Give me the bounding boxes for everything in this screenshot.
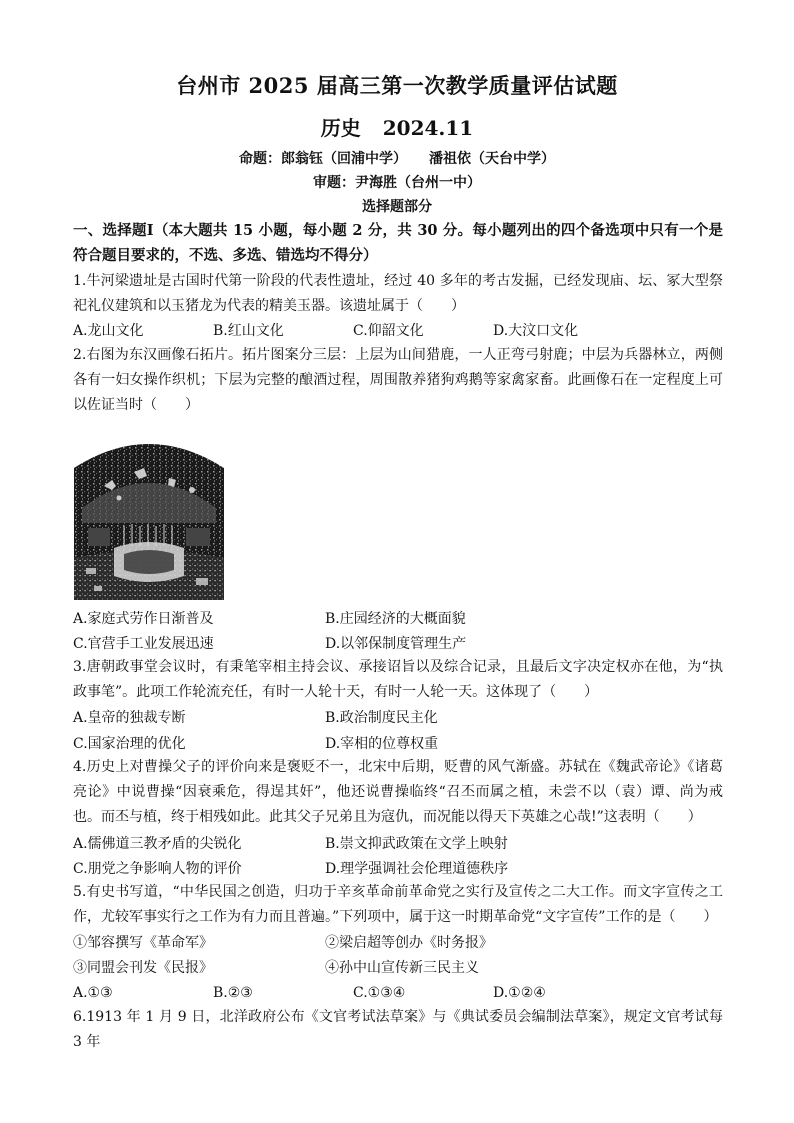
author-line: [0, 148, 794, 168]
q2-option-c[interactable]: C.官营手工业发展迅速: [73, 636, 214, 652]
q5-item-2: ②梁启超等创办《时务报》: [325, 935, 493, 951]
q3-option-c[interactable]: C.国家治理的优化: [73, 736, 186, 752]
q4-option-d[interactable]: D.理学强调社会伦理道德秩序: [325, 861, 509, 877]
q2-option-d[interactable]: D.以邻保制度管理生产: [325, 636, 467, 652]
q1-option-d[interactable]: D.大汶口文化: [493, 323, 579, 339]
q4-option-b[interactable]: B.崇文抑武政策在文学上映射: [325, 836, 508, 852]
q3-option-b[interactable]: B.政治制度民主化: [325, 710, 438, 726]
q1-option-a[interactable]: A.龙山文化: [73, 323, 144, 339]
subject-name: 历史: [320, 116, 361, 140]
q5-option-a[interactable]: A.①③: [73, 985, 113, 1001]
q1-option-b[interactable]: B.红山文化: [213, 323, 284, 339]
question-1-stem: 1.牛河梁遗址是古国时代第一阶段的代表性遗址，经过 40 多年的考古发掘，已经发现庙、坛、冢大型祭祀礼仪建筑和以玉猪龙为代表的精美玉器。该遗址属于（ ）: [73, 273, 723, 314]
q5-option-c[interactable]: C.①③④: [353, 985, 406, 1001]
q5-option-d[interactable]: D.①②④: [493, 985, 546, 1001]
question-6-stem: 6.1913 年 1 月 9 日，北洋政府公布《文官考试法草案》与《典试委员会编制法草案》，规定文官考试每 3 年: [73, 1009, 723, 1050]
q5-item-1: ①邹容撰写《革命军》: [73, 935, 213, 951]
q1-option-c[interactable]: C.仰韶文化: [353, 323, 424, 339]
q3-option-a[interactable]: A.皇帝的独裁专断: [73, 710, 186, 726]
reviewer-line: 审题：尹海胜（台州一中）: [313, 175, 481, 191]
exam-date: 2024.11: [382, 116, 474, 140]
han-stone-relief-rubbing: [74, 428, 224, 600]
question-3-stem: 3.唐朝政事堂会议时，有秉笔宰相主持会议、承接诏旨以及综合记录，且最后文字决定权亦在他，为“执政事笔”。此项工作轮流充任，有时一人轮十天，有时一人轮一天。这体现了（ ）: [73, 659, 723, 700]
q4-option-a[interactable]: A.儒佛道三教矛盾的尖锐化: [73, 836, 242, 852]
q4-option-c[interactable]: C.朋党之争影响人物的评价: [73, 861, 242, 877]
question-5-stem: 5.有史书写道，“中华民国之创造，归功于辛亥革命前革命党之实行及宣传之二大工作。而文字宣传之工作，尤较军事实行之工作为有力而且普遍。”下列项中，属于这一时期革命党“文字宣传”工作的是（ ）: [73, 884, 723, 925]
question-2-stem: 2.右图为东汉画像石拓片。拓片图案分三层：上层为山间猎鹿，一人正弯弓射鹿；中层为兵器林立，两侧各有一妇女操作织机；下层为完整的酿酒过程，周围散养猪狗鸡鹅等家禽家畜。此画像石在一定程度上可以佐证当时（ ）: [73, 347, 723, 413]
q5-item-4: ④孙中山宣传新三民主义: [325, 960, 479, 976]
q5-option-b[interactable]: B.②③: [213, 985, 253, 1001]
author-2: 潘祖依（天台中学）: [429, 151, 555, 167]
exam-title: 台州市 2025 届高三第一次教学质量评估试题: [176, 73, 618, 98]
subject-line: [0, 112, 794, 141]
question-4-stem: 4.历史上对曹操父子的评价向来是褒贬不一，北宋中后期，贬曹的风气渐盛。苏轼在《魏武帝论》《诸葛亮论》中说曹操“因衰乘危，得逞其奸”，他还说曹操临终“召丕而属之植，未尝不以（袁）谭、尚为戒也。而丕与植，终于相残如此。此其父子兄弟且为寇仇，而况能以得天下英雄之心哉!”这表明（ ）: [73, 759, 723, 825]
section-instructions: 一、选择题Ⅰ（本大题共 15 小题，每小题 2 分，共 30 分。每小题列出的四个备选项中只有一个是符合题目要求的，不选、多选、错选均不得分）: [73, 222, 723, 264]
q5-item-3: ③同盟会刊发《民报》: [73, 960, 213, 976]
q3-option-d[interactable]: D.宰相的位尊权重: [325, 736, 439, 752]
q2-option-b[interactable]: B.庄园经济的大概面貌: [325, 611, 466, 627]
part-heading: 选择题部分: [362, 199, 432, 215]
author-1: 命题：郎翁钰（回浦中学）: [239, 151, 407, 167]
q2-option-a[interactable]: A.家庭式劳作日渐普及: [73, 611, 214, 627]
